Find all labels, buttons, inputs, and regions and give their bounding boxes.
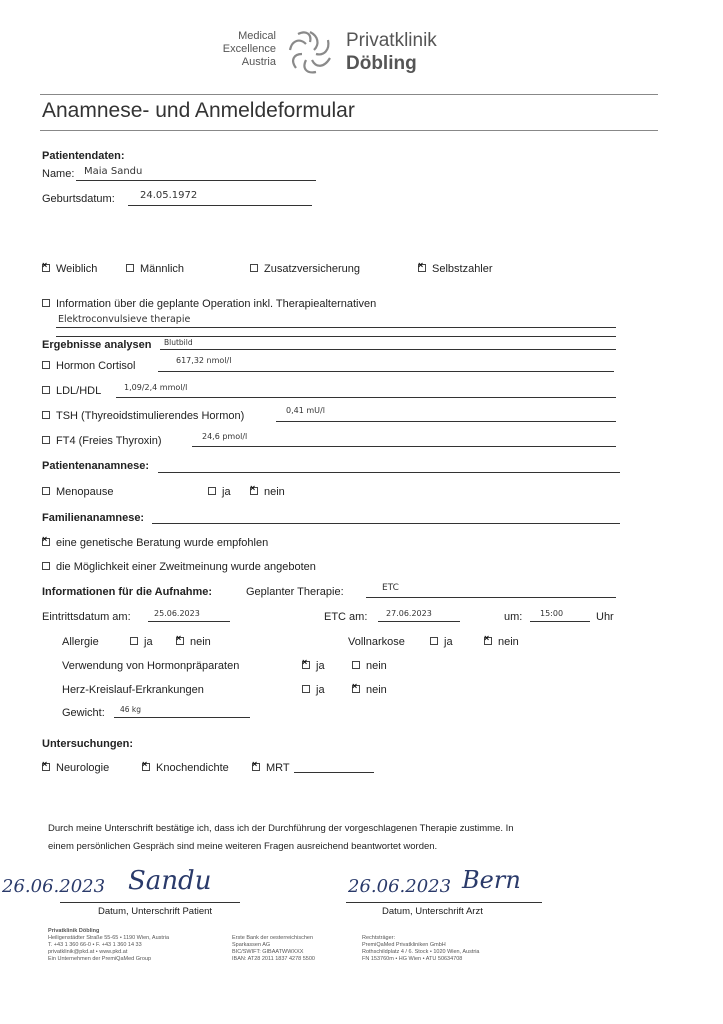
patient-signature-caption: Datum, Unterschrift Patient [98,906,213,917]
tagline-excellence: Excellence [222,43,276,55]
analysen-heading-value: Blutbild [164,338,193,347]
checkbox-icon [352,661,360,669]
checkbox-icon [208,487,216,495]
name-value: Maia Sandu [84,166,143,177]
patientenanamnese-line [158,472,620,473]
checkbox-icon [42,299,50,307]
mrt-label: MRT [266,762,290,774]
footer-text: T. +43 1 360 66-0 • F. +43 1 360 14 33 [48,942,142,948]
um-value: 15:00 [540,609,564,618]
checkbox-mrt[interactable] [252,762,290,774]
checkbox-vollnarkose-ja[interactable] [430,636,453,648]
checkbox-menopause-nein[interactable] [250,486,285,498]
dob-label: Geburtsdatum: [42,193,115,205]
footer-text: BIC/SWIFT: GIBAATWWXXX [232,949,304,955]
tsh-value: 0,41 mU/l [286,406,325,415]
consent-text [48,820,688,856]
operation-info-label: Information über die geplante Operation inkl. Therapiealternativen [56,298,377,310]
checkbox-ft4[interactable] [42,435,162,447]
header-tagline [206,30,276,69]
checkbox-allergie-nein[interactable] [176,636,211,648]
ja-label: ja [144,636,153,648]
cortisol-value: 617,32 nmol/l [176,356,232,365]
footer-text: PremiQaMed Privatkliniken GmbH [362,942,446,948]
neurologie-label: Neurologie [56,762,110,774]
checkbox-hormon-nein[interactable] [352,660,387,672]
checked-box-icon [302,661,310,669]
checkbox-weiblich[interactable] [42,263,97,275]
dob-value: 24.05.1972 [140,190,198,201]
nein-label: nein [366,684,387,696]
footer-col-2 [232,935,362,963]
checkbox-hormon-ja[interactable] [302,660,325,672]
checkbox-maennlich[interactable] [126,263,184,275]
checked-box-icon [250,487,258,495]
checkbox-icon [250,264,258,272]
tsh-label: TSH (Thyreoidstimulierendes Hormon) [56,410,245,422]
nein-label: nein [264,486,285,498]
ft4-line [192,446,616,447]
zweitmeinung-label: die Möglichkeit einer Zweitmeinung wurde angeboten [56,561,316,573]
patient-signature-line [60,902,240,903]
footer-text: Ein Unternehmen der PremiQaMed Group [48,956,152,962]
weiblich-label: Weiblich [56,263,98,275]
checkbox-zweitmeinung[interactable] [42,561,316,573]
etc-label: ETC am: [324,611,368,623]
checkbox-herz-nein[interactable] [352,684,387,696]
checked-box-icon [484,637,492,645]
hormon-label: Verwendung von Hormonpräparaten [62,660,240,672]
untersuchungen-heading: Untersuchungen: [42,738,134,750]
checkbox-zusatzversicherung[interactable] [250,263,360,275]
cortisol-label: Hormon Cortisol [56,360,136,372]
selbst-label: Selbstzahler [432,263,493,275]
operation-line-2 [56,336,616,337]
analysen-heading: Ergebnisse analysen [42,339,152,351]
therapie-value: ETC [382,583,399,593]
ft4-value: 24,6 pmol/l [202,432,248,441]
ldl-line [116,397,616,398]
checked-box-icon [352,685,360,693]
operation-line-1 [56,327,616,328]
tagline-austria: Austria [241,56,276,68]
checkbox-genetische-beratung[interactable] [42,537,268,549]
gewicht-line [114,717,250,718]
footer-col-1 [48,928,238,963]
checkbox-cortisol[interactable] [42,360,135,372]
nein-label: nein [366,660,387,672]
footer-text: Rechtsträger: [362,935,396,941]
checkbox-icon [42,487,50,495]
um-label: um: [504,611,523,623]
maennlich-label: Männlich [140,263,185,275]
operation-info-value: Elektroconvulsieve therapie [58,314,191,325]
footer-col-3 [362,935,542,963]
checkbox-menopause-ja[interactable] [208,486,231,498]
checkbox-icon [302,685,310,693]
analysen-line [160,349,616,350]
um-line [530,621,590,622]
checked-box-icon [42,264,50,272]
doctor-signature-caption: Datum, Unterschrift Arzt [382,906,483,917]
checkbox-icon [42,386,50,394]
doctor-signature: Bern [462,866,521,894]
checkbox-icon [430,637,438,645]
allergie-label: Allergie [62,636,99,648]
name-label: Name: [42,168,75,180]
uhr-label: Uhr [596,611,614,623]
checked-box-icon [42,763,50,771]
consent-line-2: einem persönlichen Gespräch sind meine weiteren Fragen ausreichend beantwortet worden. [48,841,438,852]
clinic-name-line-2: Döbling [346,53,417,74]
dob-line [128,205,312,206]
ja-label: ja [316,660,325,672]
footer-text: FN 153760m • HG Wien • ATU 50634708 [362,956,463,962]
ja-label: ja [222,486,231,498]
mrt-line [294,772,374,773]
therapie-line [366,597,616,598]
form-title: Anamnese- und Anmeldeformular [42,99,355,122]
tagline-medical: Medical [238,30,276,42]
clinic-name [346,30,437,76]
footer-text: Rothschildplatz 4 / 6. Stock • 1020 Wien, Austria [362,949,480,955]
checkbox-menopause[interactable] [42,486,114,498]
familienanamnese-line [152,523,620,524]
name-line [76,180,316,181]
doctor-signature-line [346,902,542,903]
checkbox-icon [42,361,50,369]
patient-date: 26.06.2023 [2,876,106,897]
etc-value: 27.06.2023 [386,609,432,618]
cortisol-line [158,371,614,372]
checkbox-icon [42,562,50,570]
checkbox-knochendichte[interactable] [142,762,229,774]
gewicht-value: 46 kg [120,705,142,714]
ja-label: ja [444,636,453,648]
vollnarkose-label: Vollnarkose [348,636,405,648]
footer-text: Privatklinik Döbling [48,928,100,934]
swirl-logo-icon [284,26,336,78]
checkbox-operation-info[interactable] [42,298,376,310]
eintritt-value: 25.06.2023 [154,609,200,618]
ldl-value: 1,09/2,4 mmol/l [124,383,188,392]
doctor-date: 26.06.2023 [348,876,452,897]
footer-text: IBAN: AT28 2011 1837 4278 5500 [232,956,315,962]
eintritt-line [148,621,230,622]
checkbox-neurologie[interactable] [42,762,109,774]
nein-label: nein [498,636,519,648]
checked-box-icon [418,264,426,272]
tsh-line [276,421,616,422]
footer-text: Heiligenstädter Straße 55-65 • 1190 Wien, Austria [48,935,170,941]
checkbox-icon [42,411,50,419]
patientenanamnese-heading: Patientenanamnese: [42,460,149,472]
patient-signature: Sandu [128,866,212,896]
checked-box-icon [42,538,50,546]
title-top-rule [40,94,658,95]
ja-label: ja [316,684,325,696]
checkbox-icon [126,264,134,272]
checkbox-allergie-ja[interactable] [130,636,153,648]
therapie-label: Geplanter Therapie: [246,586,344,598]
ldl-label: LDL/HDL [56,385,102,397]
genetische-beratung-label: eine genetische Beratung wurde empfohlen [56,537,269,549]
checked-box-icon [142,763,150,771]
checked-box-icon [176,637,184,645]
ft4-label: FT4 (Freies Thyroxin) [56,435,162,447]
clinic-name-line-1: Privatklinik [346,30,437,51]
knochendichte-label: Knochendichte [156,762,229,774]
zusatz-label: Zusatzversicherung [264,263,360,275]
gewicht-label: Gewicht: [62,707,105,719]
title-bottom-rule [40,130,658,131]
nein-label: nein [190,636,211,648]
patient-heading: Patientendaten: [42,150,125,162]
checkbox-vollnarkose-nein[interactable] [484,636,519,648]
familienanamnese-heading: Familienanamnese: [42,512,145,524]
checkbox-icon [42,436,50,444]
menopause-label: Menopause [56,486,114,498]
checkbox-herz-ja[interactable] [302,684,325,696]
checkbox-selbstzahler[interactable] [418,263,493,275]
etc-line [378,621,460,622]
checked-box-icon [252,763,260,771]
herz-label: Herz-Kreislauf-Erkrankungen [62,684,204,696]
checkbox-icon [130,637,138,645]
footer-text: privatklinik@pkd.at • www.pkd.at [48,949,128,955]
consent-line-1: Durch meine Unterschrift bestätige ich, dass ich der Durchführung der vorgeschlagenen Therapie zustimme. In [48,823,514,834]
footer-text: Erste Bank der oesterreichischen [232,935,314,941]
eintritt-label: Eintrittsdatum am: [42,611,131,623]
checkbox-ldl-hdl[interactable] [42,385,101,397]
aufnahme-heading: Informationen für die Aufnahme: [42,586,213,598]
footer-text: Sparkassen AG [232,942,271,948]
checkbox-tsh[interactable] [42,410,244,422]
